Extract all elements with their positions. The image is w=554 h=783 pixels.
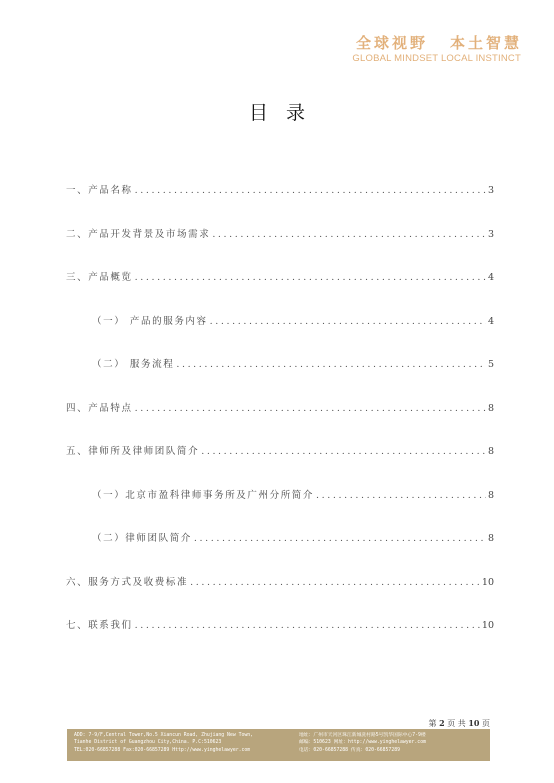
toc-entry[interactable] bbox=[66, 617, 494, 633]
toc-entry[interactable] bbox=[66, 487, 494, 503]
toc-entry-label: 三、产品概览 bbox=[66, 272, 133, 283]
page-number-indicator bbox=[429, 718, 490, 729]
toc-leader-dots bbox=[316, 490, 486, 501]
toc-entry-label: 一、产品名称 bbox=[66, 185, 133, 196]
toc-leader-dots bbox=[135, 272, 486, 283]
footer-contact-en-line: TEL:020-66857288 Fax:020-66857289 Http://www.yinghelawyer.com bbox=[74, 747, 251, 753]
toc-entry[interactable] bbox=[66, 356, 494, 372]
toc-entry-label: （二）律师团队简介 bbox=[92, 533, 192, 544]
toc-leader-dots bbox=[194, 533, 486, 544]
toc-entry-page: 8 bbox=[487, 490, 494, 501]
toc-leader-dots bbox=[210, 316, 486, 327]
header-slogan-en: GLOBAL MINDSET LOCAL INSTINCT bbox=[352, 53, 521, 64]
footer-address-en-line: ADD: 7-9/F,Central Tower,No.5 Xiancun Road, Zhujiang New Town, bbox=[74, 733, 254, 738]
toc-leader-dots bbox=[135, 185, 486, 196]
footer-postcode-website-line: 邮编：510623 网址：http://www.yinghelawyer.com bbox=[299, 740, 426, 746]
page-title: 目录 bbox=[248, 102, 323, 124]
toc-entry-label: 五、律师所及律师团队简介 bbox=[66, 446, 200, 457]
page-mid-text: 页 共 bbox=[447, 719, 466, 728]
toc-entry-page: 3 bbox=[487, 185, 494, 196]
toc-entry[interactable] bbox=[66, 443, 494, 459]
toc-leader-dots bbox=[135, 620, 480, 631]
toc-entry[interactable] bbox=[66, 313, 494, 329]
footer-chinese-address bbox=[299, 732, 426, 754]
toc-entry[interactable] bbox=[66, 226, 494, 242]
toc-entry-page: 4 bbox=[487, 316, 494, 327]
header-slogan-cn bbox=[356, 32, 522, 53]
toc-entry[interactable] bbox=[66, 400, 494, 416]
toc-entry-label: 二、产品开发背景及市场需求 bbox=[66, 229, 211, 240]
footer-contact-bar bbox=[67, 729, 490, 761]
current-page-number: 2 bbox=[439, 718, 445, 728]
toc-leader-dots bbox=[135, 403, 486, 414]
page-suffix: 页 bbox=[482, 719, 490, 728]
footer-phone-fax-line: 电话：020-66857288 传真：020-66857289 bbox=[299, 747, 400, 753]
footer-english-address bbox=[74, 732, 253, 754]
toc-entry[interactable] bbox=[66, 182, 494, 198]
toc-entry-label: 四、产品特点 bbox=[66, 403, 133, 414]
toc-entry-label: （一）北京市盈科律师事务所及广州分所简介 bbox=[92, 490, 315, 501]
toc-entry[interactable] bbox=[66, 574, 494, 590]
toc-entry-page: 4 bbox=[487, 272, 494, 283]
toc-entry-label: （一） 产品的服务内容 bbox=[92, 316, 208, 327]
toc-leader-dots bbox=[176, 359, 486, 370]
page-prefix: 第 bbox=[428, 719, 437, 728]
slogan-cn-part1: 全球视野 bbox=[355, 34, 428, 52]
toc-entry-page: 10 bbox=[481, 577, 494, 588]
toc-entry-page: 5 bbox=[487, 359, 494, 370]
toc-entry-page: 8 bbox=[487, 446, 494, 457]
toc-entry-page: 10 bbox=[481, 620, 494, 631]
toc-entry-page: 3 bbox=[487, 229, 494, 240]
footer-address-cn-line: 地址：广州市天河区珠江新城冼村路5号凯华国际中心7-9楼 bbox=[299, 733, 426, 738]
toc-entry-page: 8 bbox=[487, 533, 494, 544]
toc-leader-dots bbox=[201, 446, 486, 457]
toc-entry-label: （二） 服务流程 bbox=[92, 359, 175, 370]
toc-entry-label: 六、服务方式及收费标准 bbox=[66, 577, 189, 588]
toc-entry[interactable] bbox=[66, 269, 494, 285]
toc-entry-label: 七、联系我们 bbox=[66, 620, 133, 631]
toc-leader-dots bbox=[212, 229, 486, 240]
slogan-cn-part2: 本土智慧 bbox=[449, 34, 522, 52]
toc-leader-dots bbox=[190, 577, 480, 588]
toc-entry-page: 8 bbox=[487, 403, 494, 414]
footer-address-en-line: Tianhe District of Guangzhou City,China. P.C:510623 bbox=[74, 740, 222, 746]
total-page-count: 10 bbox=[468, 718, 480, 728]
toc-entry[interactable] bbox=[66, 530, 494, 546]
